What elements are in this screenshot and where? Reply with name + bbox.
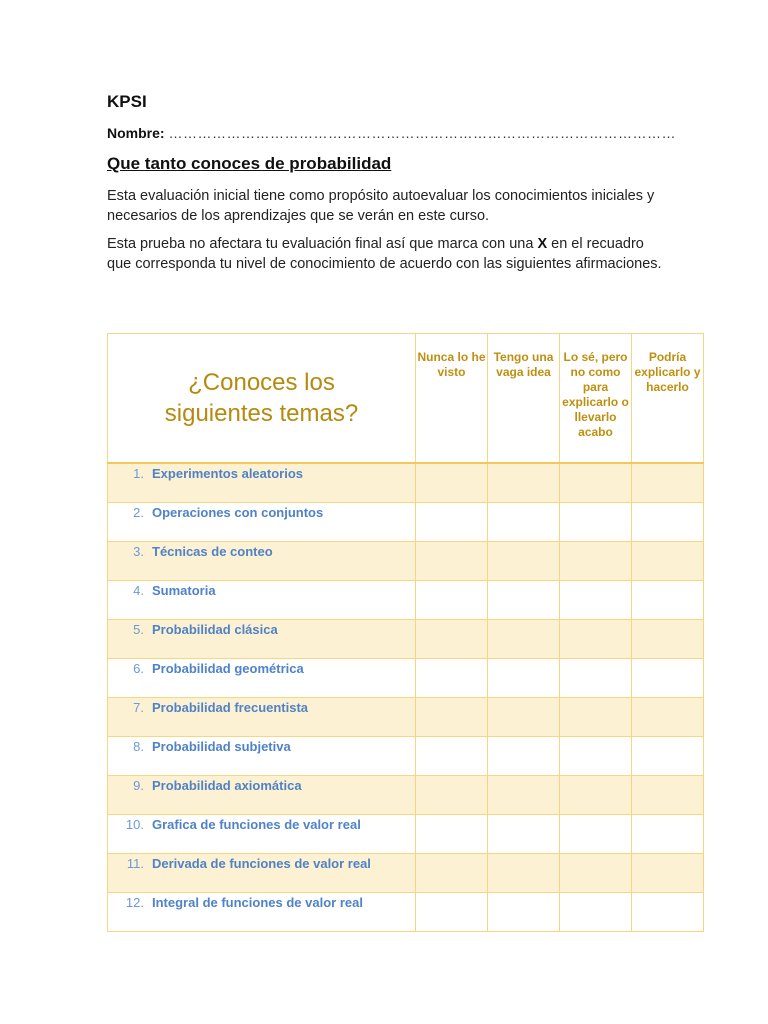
answer-checkbox-cell[interactable] [632, 463, 704, 503]
answer-checkbox-cell[interactable] [416, 463, 488, 503]
answer-checkbox-cell[interactable] [632, 776, 704, 815]
column-header-know: Lo sé, pero no como para explicarlo o llevarlo acabo [560, 334, 632, 464]
table-row [108, 737, 704, 776]
topic-label: Técnicas de conteo [152, 544, 273, 559]
answer-checkbox-cell[interactable] [632, 893, 704, 932]
answer-checkbox-cell[interactable] [488, 620, 560, 659]
answer-checkbox-cell[interactable] [488, 463, 560, 503]
table-row [108, 542, 704, 581]
answer-checkbox-cell[interactable] [416, 737, 488, 776]
table-row [108, 776, 704, 815]
kpsi-table [107, 333, 704, 932]
answer-checkbox-cell[interactable] [488, 737, 560, 776]
answer-checkbox-cell[interactable] [416, 893, 488, 932]
answer-checkbox-cell[interactable] [632, 659, 704, 698]
answer-checkbox-cell[interactable] [416, 815, 488, 854]
answer-checkbox-cell[interactable] [488, 659, 560, 698]
table-row [108, 620, 704, 659]
answer-checkbox-cell[interactable] [632, 854, 704, 893]
topic-label: Probabilidad subjetiva [152, 739, 291, 754]
column-header-never: Nunca lo he visto [416, 334, 488, 464]
topic-label: Integral de funciones de valor real [152, 895, 363, 910]
answer-checkbox-cell[interactable] [560, 503, 632, 542]
topic-label: Experimentos aleatorios [152, 466, 303, 481]
answer-checkbox-cell[interactable] [560, 776, 632, 815]
topic-cell [108, 698, 416, 737]
intro-p2-after: en el recuadro que corresponda tu nivel de conocimiento de acuerdo con las siguientes afirmaciones. [107, 236, 662, 272]
answer-checkbox-cell[interactable] [488, 581, 560, 620]
topic-number: 7. [133, 700, 144, 715]
topic-cell [108, 463, 416, 503]
answer-checkbox-cell[interactable] [488, 776, 560, 815]
answer-checkbox-cell[interactable] [416, 659, 488, 698]
topic-number: 8. [133, 739, 144, 754]
table-row [108, 698, 704, 737]
topic-cell [108, 854, 416, 893]
topic-label: Grafica de funciones de valor real [152, 817, 361, 832]
intro-paragraph-1: Esta evaluación inicial tiene como propósito autoevaluar los conocimientos iniciales y necesarios de los aprendizajes que se verán en este curso. [107, 188, 655, 224]
table-row [108, 463, 704, 503]
table-row [108, 815, 704, 854]
answer-checkbox-cell[interactable] [488, 698, 560, 737]
table-row [108, 581, 704, 620]
topic-cell [108, 737, 416, 776]
answer-checkbox-cell[interactable] [560, 854, 632, 893]
answer-checkbox-cell[interactable] [632, 581, 704, 620]
topic-cell [108, 659, 416, 698]
answer-checkbox-cell[interactable] [632, 620, 704, 659]
topic-cell [108, 893, 416, 932]
topic-label: Derivada de funciones de valor real [152, 856, 371, 871]
answer-checkbox-cell[interactable] [560, 581, 632, 620]
topic-number: 3. [133, 544, 144, 559]
topic-number: 1. [133, 466, 144, 481]
topic-cell [108, 581, 416, 620]
question-line-1: ¿Conoces los [188, 369, 335, 396]
name-blank: …………………………………………………………………………………………… [168, 125, 676, 141]
answer-checkbox-cell[interactable] [416, 620, 488, 659]
answer-checkbox-cell[interactable] [560, 737, 632, 776]
table-row [108, 854, 704, 893]
topic-label: Operaciones con conjuntos [152, 505, 324, 520]
topic-label: Probabilidad axiomática [152, 778, 302, 793]
answer-checkbox-cell[interactable] [560, 463, 632, 503]
answer-checkbox-cell[interactable] [560, 659, 632, 698]
answer-checkbox-cell[interactable] [488, 815, 560, 854]
answer-checkbox-cell[interactable] [560, 893, 632, 932]
topic-cell [108, 503, 416, 542]
topic-label: Probabilidad frecuentista [152, 700, 309, 715]
answer-checkbox-cell[interactable] [560, 698, 632, 737]
answer-checkbox-cell[interactable] [488, 542, 560, 581]
answer-checkbox-cell[interactable] [632, 503, 704, 542]
answer-checkbox-cell[interactable] [488, 893, 560, 932]
question-line-2: siguientes temas? [164, 400, 359, 427]
document-title: KPSI [107, 92, 147, 111]
name-line [107, 125, 676, 141]
topic-number: 5. [133, 622, 144, 637]
answer-checkbox-cell[interactable] [488, 503, 560, 542]
answer-checkbox-cell[interactable] [416, 854, 488, 893]
intro-p2-before: Esta prueba no afectara tu evaluación final así que marca con una [107, 236, 538, 252]
column-header-vague: Tengo una vaga idea [488, 334, 560, 464]
table-row [108, 659, 704, 698]
topic-label: Probabilidad clásica [152, 622, 278, 637]
answer-checkbox-cell[interactable] [632, 815, 704, 854]
table-row [108, 503, 704, 542]
topic-cell [108, 620, 416, 659]
table-row [108, 893, 704, 932]
topic-number: 9. [133, 778, 144, 793]
topic-number: 12. [125, 895, 144, 910]
name-label: Nombre: [107, 125, 165, 141]
answer-checkbox-cell[interactable] [560, 542, 632, 581]
answer-checkbox-cell[interactable] [560, 620, 632, 659]
topic-number: 11. [126, 856, 144, 871]
topic-cell [108, 542, 416, 581]
topic-cell [108, 776, 416, 815]
answer-checkbox-cell[interactable] [632, 542, 704, 581]
answer-checkbox-cell[interactable] [560, 815, 632, 854]
topic-number: 6. [133, 661, 144, 676]
topic-cell [108, 815, 416, 854]
topic-number: 10. [125, 817, 144, 832]
topic-label: Probabilidad geométrica [152, 661, 304, 676]
answer-checkbox-cell[interactable] [416, 776, 488, 815]
column-header-explain: Podría explicarlo y hacerlo [632, 334, 704, 464]
topic-label: Sumatoria [152, 583, 216, 598]
question-header [108, 334, 416, 464]
intro-p2-mark: X [537, 236, 548, 252]
answer-checkbox-cell[interactable] [416, 698, 488, 737]
intro-paragraph-2 [107, 234, 667, 274]
answer-checkbox-cell[interactable] [632, 737, 704, 776]
topic-number: 2. [133, 505, 144, 520]
topic-number: 4. [133, 583, 144, 598]
answer-checkbox-cell[interactable] [416, 503, 488, 542]
answer-checkbox-cell[interactable] [416, 542, 488, 581]
answer-checkbox-cell[interactable] [416, 581, 488, 620]
answer-checkbox-cell[interactable] [488, 854, 560, 893]
section-heading: Que tanto conoces de probabilidad [107, 154, 392, 173]
answer-checkbox-cell[interactable] [632, 698, 704, 737]
